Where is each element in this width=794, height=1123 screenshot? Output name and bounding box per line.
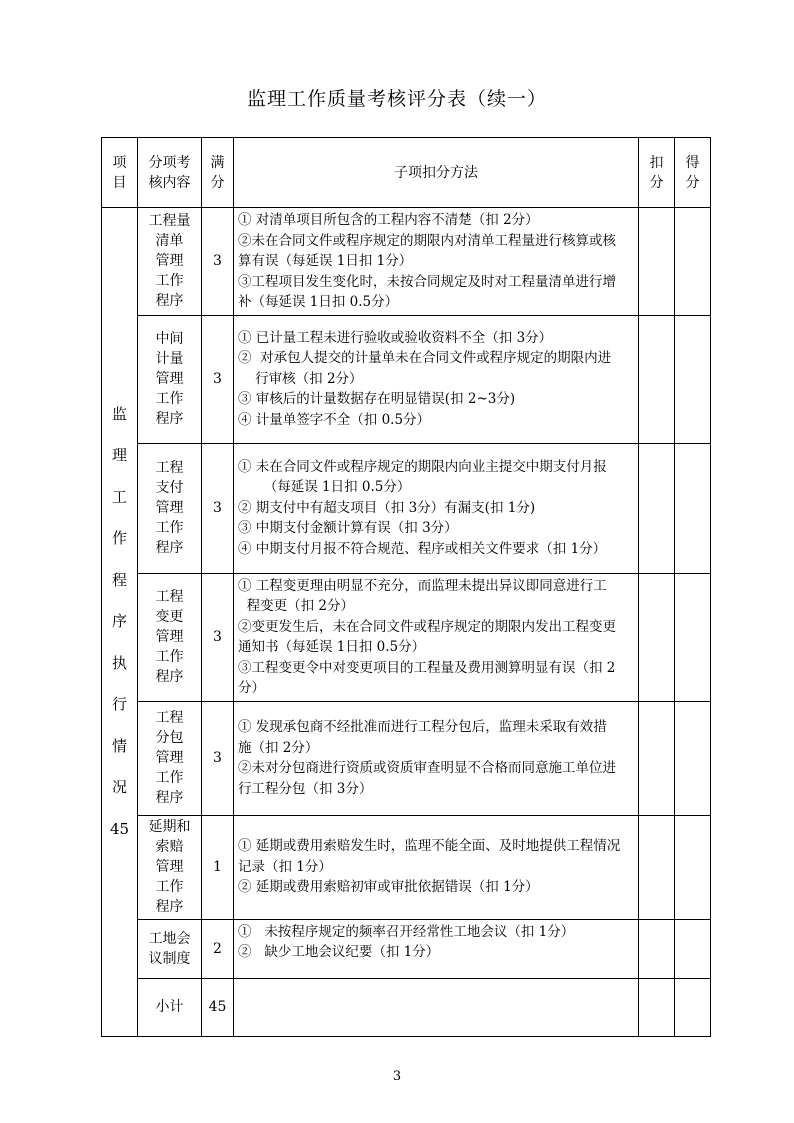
header-score: 得 分 [675, 138, 711, 208]
sub-content: 工程量 清单 管理 工作 程序 [138, 208, 202, 316]
score-cell [675, 208, 711, 316]
score-cell [675, 573, 711, 701]
full-score: 1 [202, 815, 234, 919]
deduct-cell [639, 443, 675, 573]
category-score: 45 [109, 819, 130, 838]
full-score: 3 [202, 443, 234, 573]
method-text: ① 发现承包商不经批准而进行工程分包后，监理未采取有效措 施（扣 2分） ②未对分包商进行资质或资质审查明显不合格而同意施工单位进 行工程分包（扣 3分） [234, 701, 639, 815]
method-text: ① 延期或费用索赔发生时，监理不能全面、及时地提供工程情况 记录（扣 1分） ② 延期或费用索赔初审或审批依据错误（扣 1分） [234, 815, 639, 919]
sub-content: 工地会 议制度 [138, 919, 202, 978]
score-cell [675, 815, 711, 919]
header-deduct: 扣 分 [639, 138, 675, 208]
deduct-cell [639, 573, 675, 701]
sub-content: 工程 支付 管理 工作 程序 [138, 443, 202, 573]
deduct-cell [639, 919, 675, 978]
table-row [102, 315, 711, 443]
sub-content: 工程 分包 管理 工作 程序 [138, 701, 202, 815]
method-text: ① 工程变更理由明显不充分，而监理未提出异议即同意进行工 程变更（扣 2分） ②变更发生后，未在合同文件或程序规定的期限内发出工程变更 通知书（每延误 1日扣 0.5分） ③工程变更令中对变更项目的工程量及费用测算明显有误（扣 2 分） [234, 573, 639, 701]
score-cell [675, 701, 711, 815]
sub-content: 延期和 索赔 管理 工作 程序 [138, 815, 202, 919]
page-title: 监理工作质量考核评分表（续一） [246, 88, 547, 110]
table-row [102, 573, 711, 701]
score-cell [675, 978, 711, 1036]
score-cell [675, 919, 711, 978]
header-full-score: 满 分 [202, 138, 234, 208]
header-row [102, 138, 711, 208]
header-item: 项 目 [102, 138, 138, 208]
table-row [102, 815, 711, 919]
method-text [234, 978, 639, 1036]
header-sub-content: 分项考 核内容 [138, 138, 202, 208]
subtotal-row [102, 978, 711, 1036]
deduct-cell [639, 701, 675, 815]
deduct-cell [639, 815, 675, 919]
deduct-cell [639, 315, 675, 443]
method-text: ① 对清单项目所包含的工程内容不清楚（扣 2分） ②未在合同文件或程序规定的期限内对清单工程量进行核算或核 算有误（每延误 1日扣 1分） ③工程项目发生变化时，未按合同规定及时对工程量清单进行增 补（每延误 1日扣 0.5分） [234, 208, 639, 316]
table-row [102, 443, 711, 573]
table-row [102, 208, 711, 316]
score-cell [675, 315, 711, 443]
full-score: 3 [202, 573, 234, 701]
full-score: 2 [202, 919, 234, 978]
header-method: 子项扣分方法 [234, 138, 639, 208]
page-number: 3 [392, 1069, 402, 1084]
sub-content: 中间 计量 管理 工作 程序 [138, 315, 202, 443]
subtotal-full-score: 45 [202, 978, 234, 1036]
score-cell [675, 443, 711, 573]
full-score: 3 [202, 315, 234, 443]
sub-content: 工程 变更 管理 工作 程序 [138, 573, 202, 701]
full-score: 3 [202, 208, 234, 316]
score-table [101, 137, 711, 1037]
table-row [102, 919, 711, 978]
method-text: ① 未在合同文件或程序规定的期限内向业主提交中期支付月报 （每延误 1日扣 0.5分） ② 期支付中有超支项目（扣 3分）有漏支(扣 1分) ③ 中期支付金额计算有误（扣 3分） ④ 中期支付月报不符合规范、程序或相关文件要求（扣 1分） [234, 443, 639, 573]
method-text: ① 已计量工程未进行验收或验收资料不全（扣 3分） ② 对承包人提交的计量单未在合同文件或程序规定的期限内进 行审核（扣 2分） ③ 审核后的计量数据存在明显错误(扣 2~3分) ④ 计量单签字不全（扣 0.5分） [234, 315, 639, 443]
category-cell: 监 理 工 作 程 序 执 行 情 况 45 [102, 208, 138, 1037]
deduct-cell [639, 208, 675, 316]
method-text: ① 未按程序规定的频率召开经常性工地会议（扣 1分） ② 缺少工地会议纪要（扣 1分） [234, 919, 639, 978]
subtotal-label: 小计 [138, 978, 202, 1036]
full-score: 3 [202, 701, 234, 815]
deduct-cell [639, 978, 675, 1036]
table-row [102, 701, 711, 815]
